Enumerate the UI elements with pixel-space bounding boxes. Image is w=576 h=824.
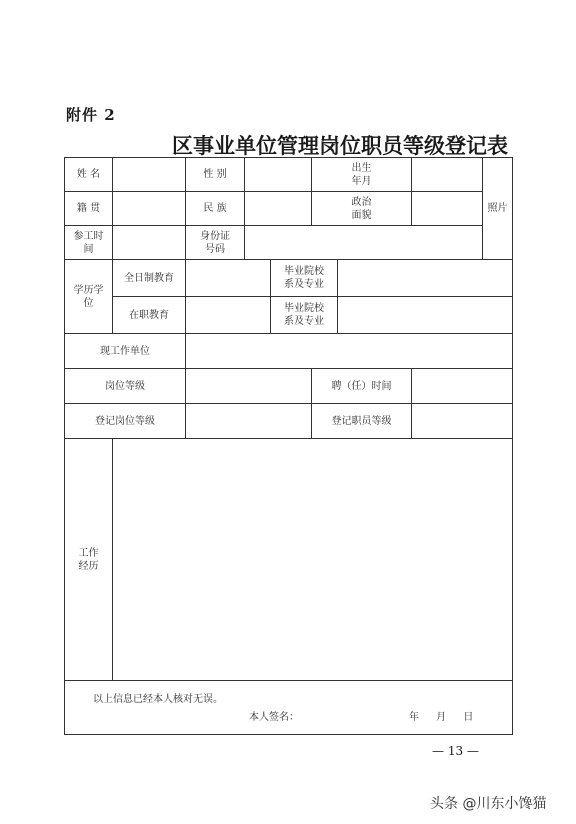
name-label: 姓 名	[65, 158, 113, 192]
grad-school-field-1[interactable]	[338, 260, 513, 297]
gender-field[interactable]	[245, 158, 312, 192]
grad-school-label-2: 毕业院校 系及专业	[271, 297, 338, 334]
row-registration-level	[65, 404, 513, 439]
row-edu-parttime	[65, 297, 513, 334]
page-number: — 13 —	[432, 744, 479, 758]
row-native	[65, 192, 513, 226]
date-text[interactable]: 年 月 日	[409, 712, 474, 723]
native-field[interactable]	[113, 192, 186, 226]
hire-time-label: 聘（任）时间	[312, 369, 412, 404]
row-post-level	[65, 369, 513, 404]
row-name	[65, 158, 513, 192]
political-label: 政治 面貌	[312, 192, 412, 226]
row-work-start	[65, 226, 513, 260]
id-field[interactable]	[245, 226, 483, 260]
birth-label: 出生 年月	[312, 158, 412, 192]
current-unit-field[interactable]	[186, 334, 513, 369]
row-work-history	[65, 439, 513, 681]
political-field[interactable]	[412, 192, 483, 226]
native-label: 籍 贯	[65, 192, 113, 226]
work-start-label: 参工时 间	[65, 226, 113, 260]
reg-post-field[interactable]	[186, 404, 312, 439]
work-history-field[interactable]	[113, 439, 513, 681]
row-edu-fulltime	[65, 260, 513, 297]
grad-school-label-1: 毕业院校 系及专业	[271, 260, 338, 297]
reg-staff-label: 登记职员等级	[312, 404, 412, 439]
edu-label: 学历学 位	[65, 260, 113, 334]
photo-label: 照片	[487, 203, 508, 214]
grad-school-field-2[interactable]	[338, 297, 513, 334]
name-field[interactable]	[113, 158, 186, 192]
work-history-label: 工作 经历	[65, 439, 113, 681]
work-start-field[interactable]	[113, 226, 186, 260]
ethnic-label: 民 族	[186, 192, 245, 226]
photo-box[interactable]	[483, 158, 513, 260]
row-current-unit	[65, 334, 513, 369]
form-title: 区事业单位管理岗位职员等级登记表	[172, 133, 508, 158]
fulltime-label: 全日制教育	[113, 260, 186, 297]
confirmation-area	[65, 681, 513, 735]
id-label: 身份证 号码	[186, 226, 245, 260]
birth-field[interactable]	[412, 158, 483, 192]
confirm-text: 以上信息已经本人核对无误。	[93, 694, 223, 705]
registration-form-table	[64, 157, 513, 735]
post-level-label: 岗位等级	[65, 369, 186, 404]
attachment-label: 附件 2	[66, 106, 116, 124]
ethnic-field[interactable]	[245, 192, 312, 226]
parttime-field[interactable]	[186, 297, 271, 334]
reg-post-label: 登记岗位等级	[65, 404, 186, 439]
fulltime-field[interactable]	[186, 260, 271, 297]
gender-label: 性 别	[186, 158, 245, 192]
current-unit-label: 现工作单位	[65, 334, 186, 369]
signature-label[interactable]: 本人签名：	[249, 712, 299, 723]
watermark: 头条 @川东小馋猫	[430, 796, 547, 812]
hire-time-field[interactable]	[412, 369, 513, 404]
row-confirmation	[65, 681, 513, 735]
reg-staff-field[interactable]	[412, 404, 513, 439]
post-level-field[interactable]	[186, 369, 312, 404]
parttime-label: 在职教育	[113, 297, 186, 334]
